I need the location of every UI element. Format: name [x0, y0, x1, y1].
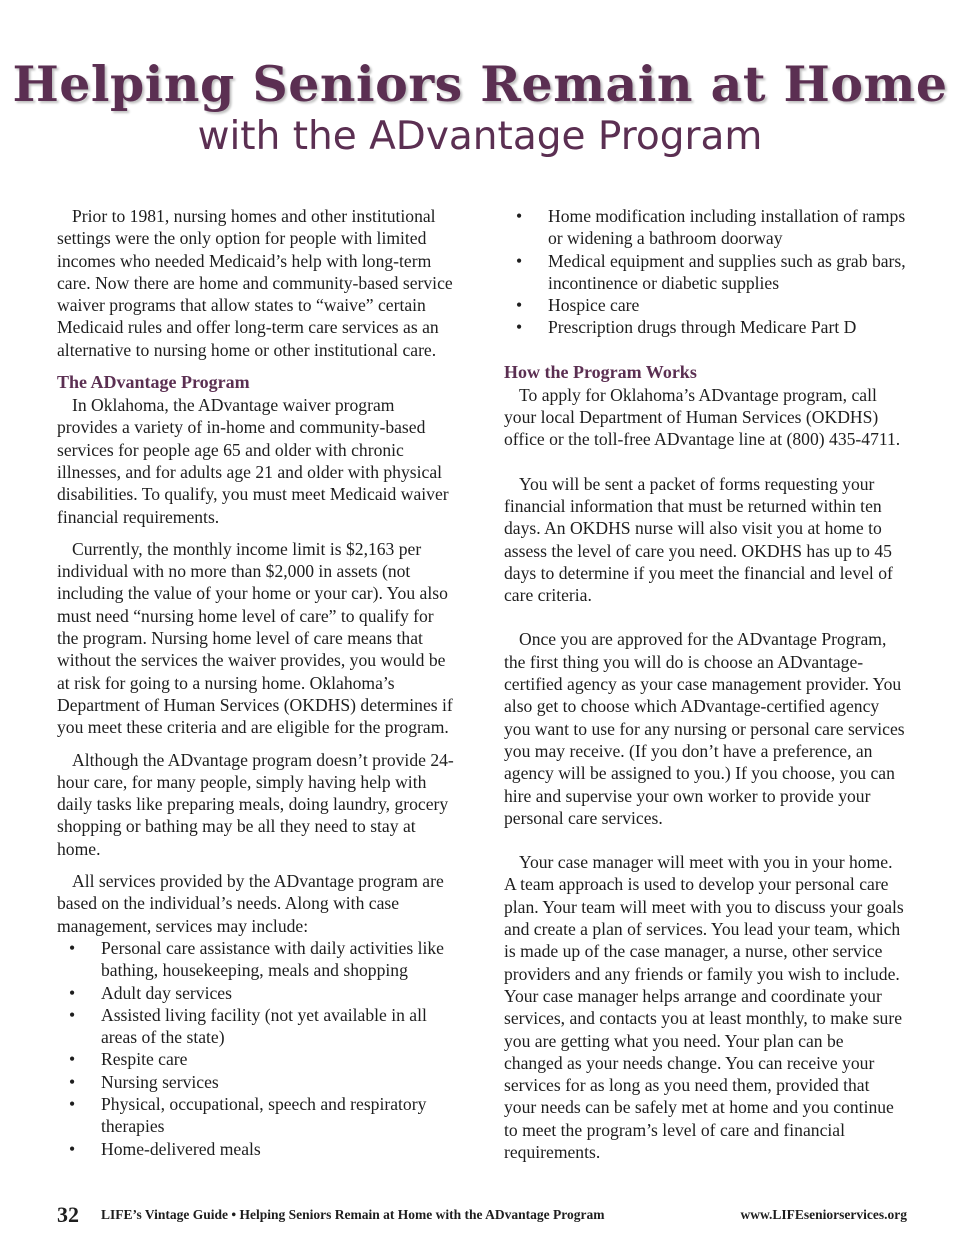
how-paragraph-4: Your case manager will meet with you in your home. A team approach is used to develop your personal care plan. Your team will meet with you to discuss your goals and create a plan of services. You lead your team, which is made up of the case manager, a nurse, other service providers and any friends or family you wish to include. Your case manager helps arrange and coordinate your services, and contacts you at least monthly, to make sure you are getting what you need. Your plan can be changed as your needs change. You can receive your services for as long as you need them, provided that your needs can be safely met at home and you continue to meet the program’s level of care and financial requirements.: [504, 852, 904, 1162]
how-paragraph-2: You will be sent a packet of forms requesting your financial information that must be returned within ten days. An OKDHS nurse will also visit you at home to assess the level of care you need. OKDHS has up to 45 days to determine if you meet the financial and level of care criteria.: [504, 473, 893, 606]
how-paragraph-3: Once you are approved for the ADvantage Program, the first thing you will do is choose an ADvantage-certified agency as your case management provider. You also get to choose which ADvantage-certified agency you want to use for any nursing or personal care services you may receive. (If you don’t have a preference, an agency will be assigned to you.) If you choose, you can hire and supervise your own worker to provide your personal care services.: [504, 629, 905, 828]
list-item: • Assisted living facility (not yet available in all areas of the state): [69, 1004, 427, 1048]
page-footer: [57, 1198, 907, 1232]
bullet-icon: •: [516, 206, 523, 226]
advantage-paragraph-4: All services provided by the ADvantage program are based on the individual’s needs. Along with case management, services may include:: [57, 871, 444, 936]
bullet-icon: •: [69, 1004, 76, 1025]
advantage-program-heading: The ADvantage Program: [57, 372, 250, 393]
how-paragraph-1: To apply for Oklahoma’s ADvantage program, call your local Department of Human Services (OKDHS) office or the toll-free ADvantage line at (800) 435-4711.: [504, 384, 901, 450]
right-column: [504, 205, 906, 1163]
list-item: • Home modification including installation of ramps or widening a bathroom doorway: [516, 206, 906, 249]
bullet-icon: •: [69, 1138, 76, 1159]
page-title: Helping Seniors Remain at Home: [12, 55, 948, 113]
intro-paragraph: Prior to 1981, nursing homes and other institutional settings were the only option for people with limited incomes who needed Medicaid’s help with long-term care. Now there are home and community-based service waiver programs that allow states to “waive” certain Medicaid rules and offer long-term care services as an alternative to nursing home or other institutional care.: [57, 206, 453, 360]
left-column: [57, 205, 457, 1160]
footer-title: LIFE’s Vintage Guide • Helping Seniors Remain at Home with the ADvantage Program: [101, 1207, 605, 1222]
list-item: • Hospice care: [516, 295, 640, 316]
list-item: • Physical, occupational, speech and respiratory therapies: [69, 1093, 427, 1137]
bullet-icon: •: [69, 1071, 76, 1092]
advantage-paragraph-3: Although the ADvantage program doesn’t provide 24-hour care, for many people, simply having help with daily tasks like preparing meals, doing laundry, grocery shopping or bathing may be all they need to stay at home.: [57, 749, 454, 859]
bullet-icon: •: [516, 250, 523, 271]
list-item: • Nursing services: [69, 1071, 219, 1092]
list-item: • Home-delivered meals: [69, 1138, 261, 1159]
list-item: • Prescription drugs through Medicare Part D: [516, 317, 857, 338]
bullet-icon: •: [69, 1049, 76, 1070]
bullet-icon: •: [516, 317, 523, 338]
list-item: • Medical equipment and supplies such as grab bars, incontinence or diabetic supplies: [516, 250, 906, 293]
page-number: 32: [57, 1202, 79, 1227]
bullet-icon: •: [69, 937, 76, 958]
services-list-left: [57, 937, 457, 1160]
advantage-paragraph-1: In Oklahoma, the ADvantage waiver program provides a variety of in-home and community-based services for people age 65 and older with chronic illnesses, and for adults age 21 and older with physical disabilities. To qualify, you must meet Medicaid waiver financial requirements.: [57, 395, 449, 527]
list-item: • Personal care assistance with daily activities like bathing, housekeeping, meals and shopping: [69, 937, 444, 981]
page-subtitle: with the ADvantage Program: [197, 114, 763, 159]
bullet-icon: •: [69, 1093, 76, 1114]
bullet-icon: •: [516, 295, 523, 316]
how-program-works-heading: How the Program Works: [504, 361, 697, 382]
footer-url: www.LIFEseniorservices.org: [740, 1207, 907, 1222]
advantage-paragraph-2: Currently, the monthly income limit is $2,163 per individual with no more than $2,000 in assets (not including the value of your home or your car). You also must need “nursing home level of care” to qualify for the program. Nursing home level of care means that without the services the waiver provides, you would be at risk for going to a nursing home. Oklahoma’s Department of Human Services (OKDHS) determines if you meet these criteria and are eligible for the program.: [57, 538, 453, 738]
bullet-icon: •: [69, 982, 76, 1003]
list-item: • Adult day services: [69, 982, 232, 1003]
list-item: • Respite care: [69, 1049, 188, 1070]
services-list-right: [504, 205, 906, 339]
